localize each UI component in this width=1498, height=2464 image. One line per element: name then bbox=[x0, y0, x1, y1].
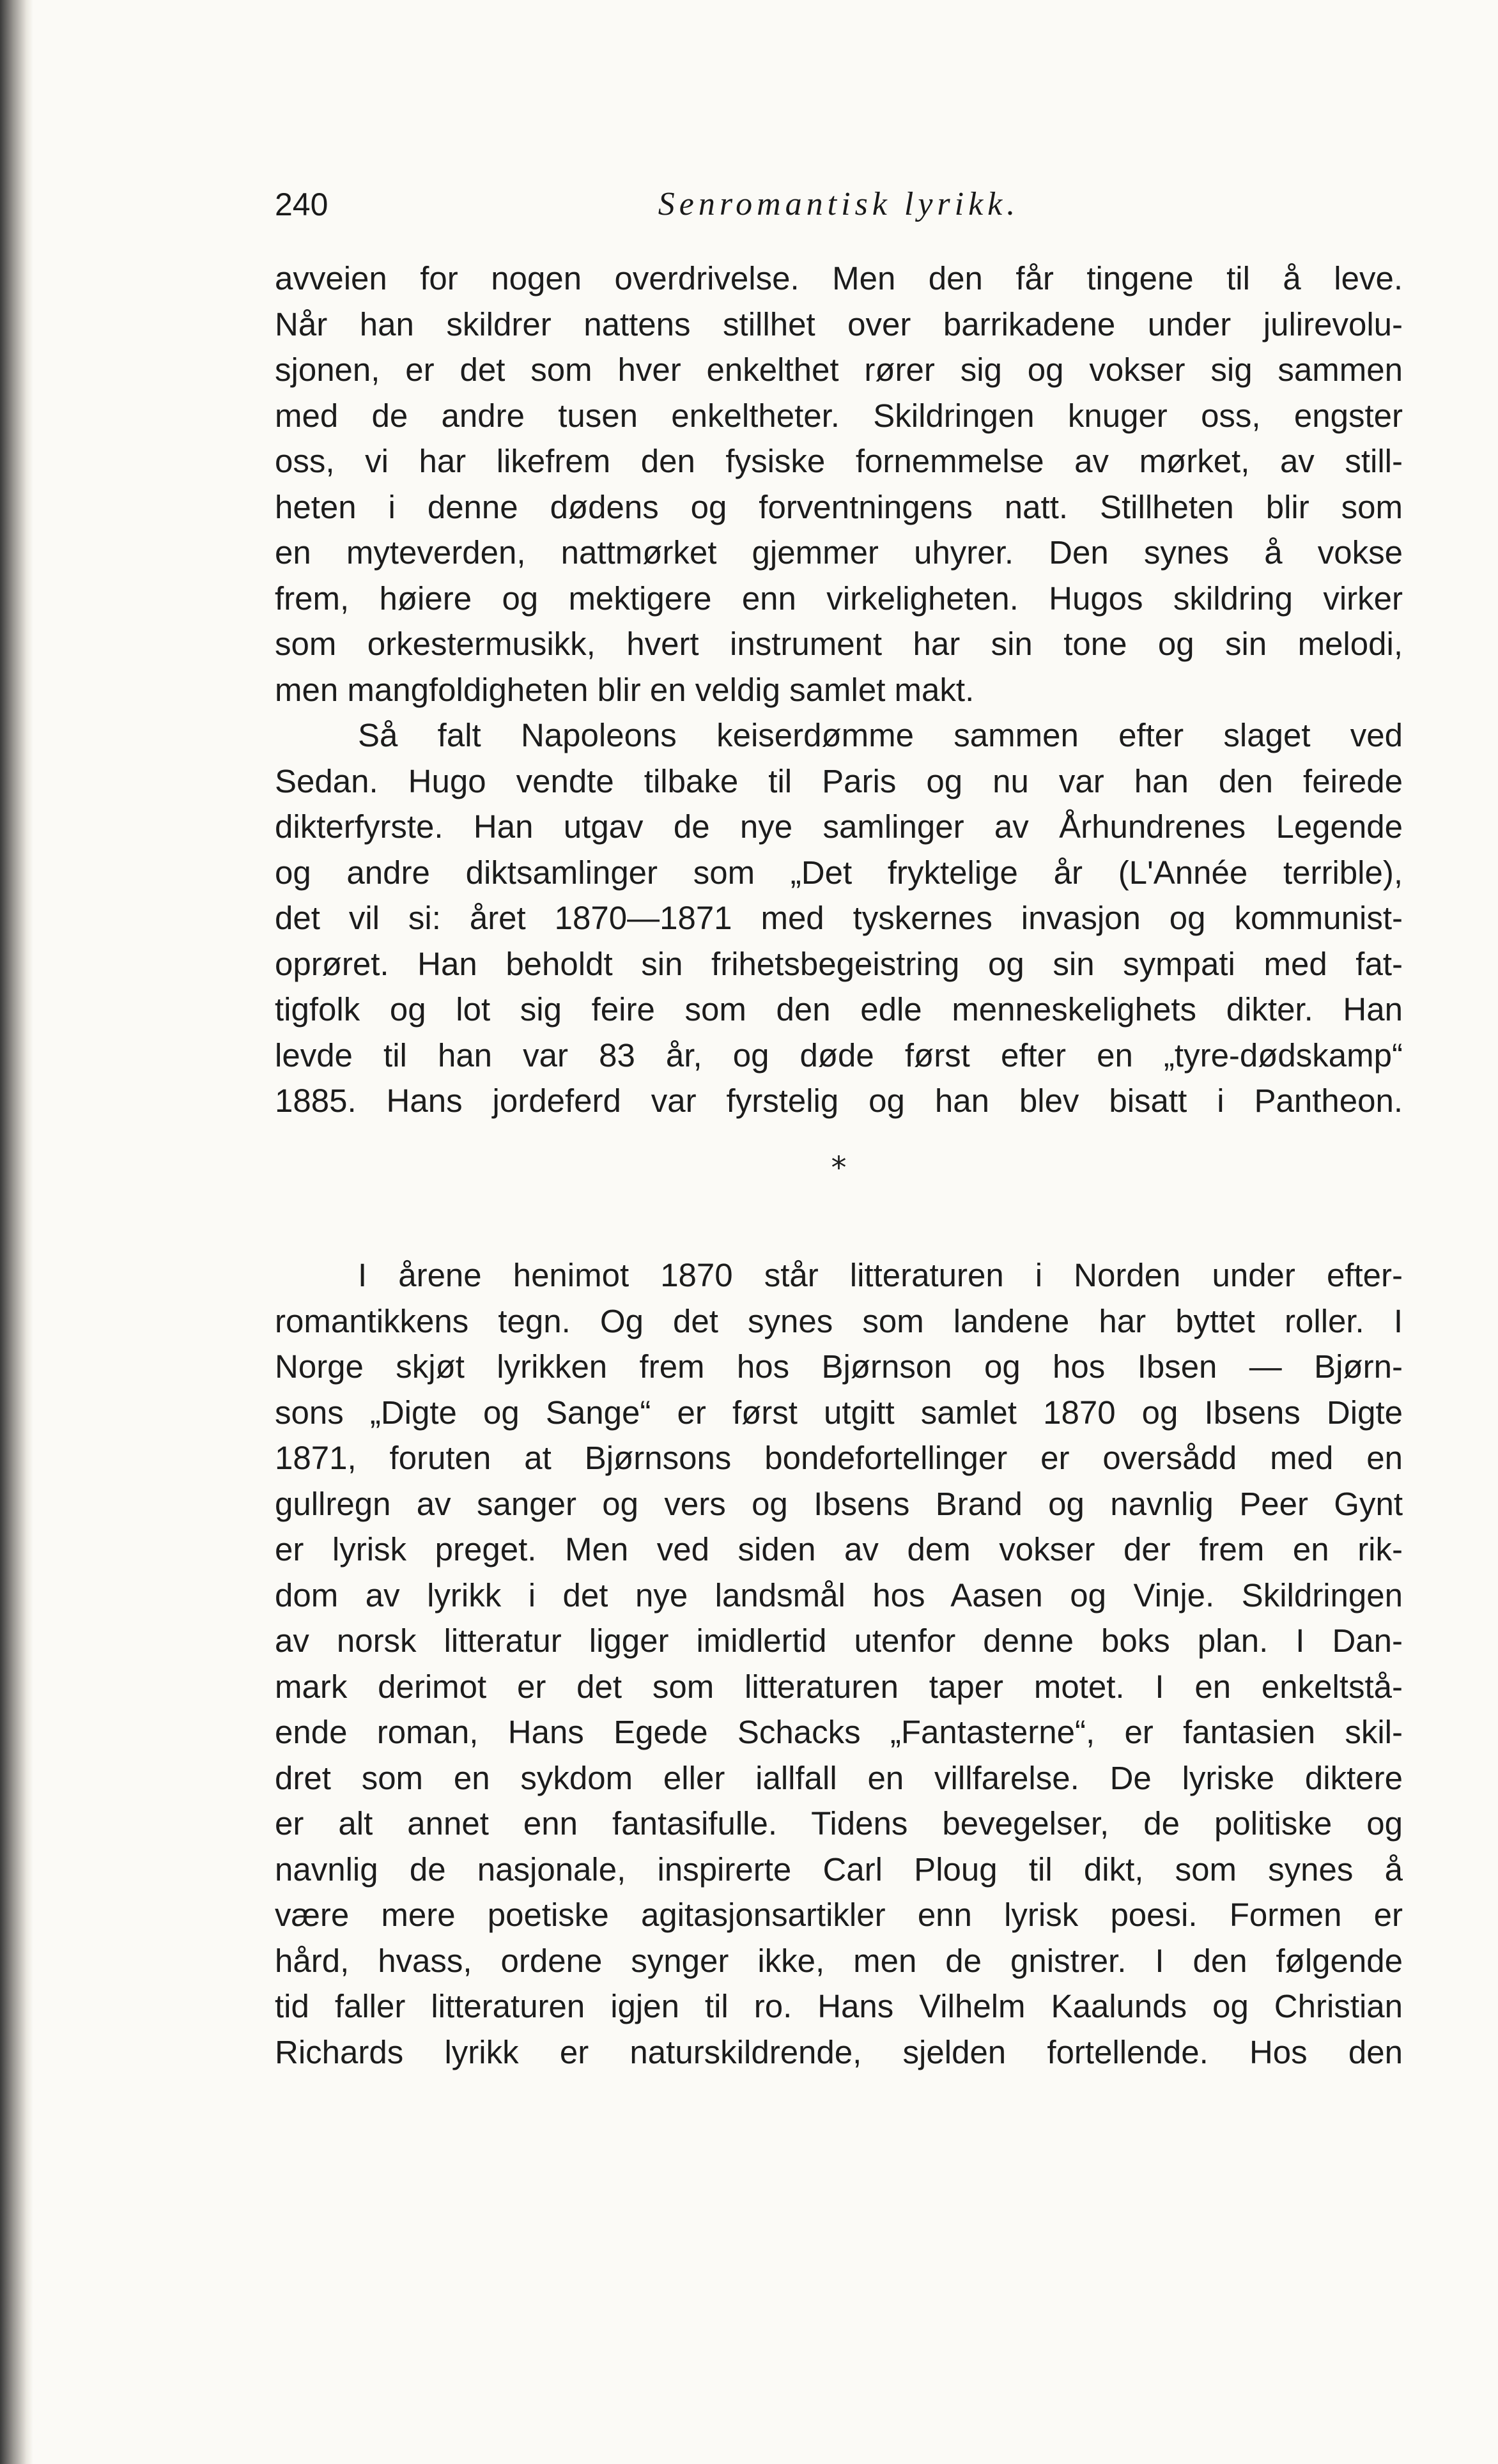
text-line: frem, høiere og mektigere enn virkeligheten. Hugos skildring virker bbox=[275, 580, 1403, 617]
text-line: tigfolk og lot sig feire som den edle menneskelighets dikter. Han bbox=[275, 991, 1403, 1028]
text-line: tid faller litteraturen igjen til ro. Hans Vilhelm Kaalunds og Christian bbox=[275, 1988, 1403, 2024]
text-line: er lyrisk preget. Men ved siden av dem vokser der frem en rik- bbox=[275, 1531, 1403, 1567]
text-line: romantikkens tegn. Og det synes som landene har byttet roller. I bbox=[275, 1302, 1403, 1339]
text-line: heten i denne dødens og forventningens natt. Stillheten blir som bbox=[275, 488, 1403, 525]
text-line: oprøret. Han beholdt sin frihetsbegeistring og sin sympati med fat- bbox=[275, 945, 1403, 982]
text-line: sjonen, er det som hver enkelthet rører sig og vokser sig sammen bbox=[275, 351, 1403, 388]
text-line: og andre diktsamlinger som „Det fryktelige år (L'Année terrible), bbox=[275, 854, 1403, 891]
text-line: Når han skildrer nattens stillhet over barrikadene under julirevolu- bbox=[275, 305, 1403, 343]
text-line: med de andre tusen enkeltheter. Skildringen knuger oss, engster bbox=[275, 397, 1403, 434]
page-number: 240 bbox=[275, 187, 328, 222]
text-line: dikterfyrste. Han utgav de nye samlinger av Århundrenes Legende bbox=[275, 808, 1403, 845]
text-line: en myteverden, nattmørket gjemmer uhyrer. Den synes å vokse bbox=[275, 534, 1403, 571]
text-block-norden bbox=[275, 1252, 1403, 2075]
text-line: 1871, foruten at Bjørnsons bondefortellinger er oversådd med en bbox=[275, 1440, 1403, 1476]
running-title: Senromantisk lyrikk. bbox=[658, 186, 1020, 222]
text-line: dret som en sykdom eller iallfall en villfarelse. De lyriske diktere bbox=[275, 1759, 1403, 1796]
text-line: mark derimot er det som litteraturen taper motet. I en enkeltstå- bbox=[275, 1668, 1403, 1705]
text-line: Sedan. Hugo vendte tilbake til Paris og nu var han den feirede bbox=[275, 762, 1403, 799]
text-line: oss, vi har likefrem den fysiske fornemmelse av mørket, av still- bbox=[275, 443, 1403, 479]
text-line: ende roman, Hans Egede Schacks „Fantasterne“, er fantasien skil- bbox=[275, 1714, 1403, 1750]
text-line: som orkestermusikk, hvert instrument har sin tone og sin melodi, bbox=[275, 626, 1403, 662]
text-line: 1885. Hans jordeferd var fyrstelig og han blev bisatt i Pantheon. bbox=[275, 1082, 1403, 1119]
text-line: være mere poetiske agitasjonsartikler enn lyrisk poesi. Formen er bbox=[275, 1897, 1403, 1933]
text-line-paragraph-start: Så falt Napoleons keiserdømme sammen efter slaget ved bbox=[358, 717, 1403, 753]
text-line: av norsk litteratur ligger imidlertid utenfor denne boks plan. I Dan- bbox=[275, 1622, 1403, 1659]
text-line: er alt annet enn fantasifulle. Tidens bevegelser, de politiske og bbox=[275, 1805, 1403, 1842]
page-gutter-shadow bbox=[0, 0, 33, 2464]
text-line: men mangfoldigheten blir en veldig samlet makt. bbox=[275, 671, 975, 708]
text-line: sons „Digte og Sange“ er først utgitt samlet 1870 og Ibsens Digte bbox=[275, 1394, 1403, 1431]
text-line: det vil si: året 1870—1871 med tyskernes invasjon og kommunist- bbox=[275, 900, 1403, 936]
page-header bbox=[275, 179, 1403, 230]
section-separator-asterisk: * bbox=[831, 1150, 847, 1186]
text-line-paragraph-start: I årene henimot 1870 står litteraturen i Norden under efter- bbox=[358, 1257, 1403, 1293]
text-line: dom av lyrikk i det nye landsmål hos Aasen og Vinje. Skildringen bbox=[275, 1576, 1403, 1613]
text-line: navnlig de nasjonale, inspirerte Carl Ploug til dikt, som synes å bbox=[275, 1851, 1403, 1888]
text-line: Richards lyrikk er naturskildrende, sjelden fortellende. Hos den bbox=[275, 2033, 1403, 2070]
text-block-hugo bbox=[275, 256, 1403, 1124]
text-line: levde til han var 83 år, og døde først efter en „tyre-dødskamp“ bbox=[275, 1036, 1403, 1074]
text-line: Norge skjøt lyrikken frem hos Bjørnson og hos Ibsen — Bjørn- bbox=[275, 1348, 1403, 1385]
text-line: avveien for nogen overdrivelse. Men den får tingene til å leve. bbox=[275, 260, 1403, 296]
text-line: hård, hvass, ordene synger ikke, men de gnistrer. I den følgende bbox=[275, 1942, 1403, 1979]
text-line: gullregn av sanger og vers og Ibsens Brand og navnlig Peer Gynt bbox=[275, 1485, 1403, 1522]
